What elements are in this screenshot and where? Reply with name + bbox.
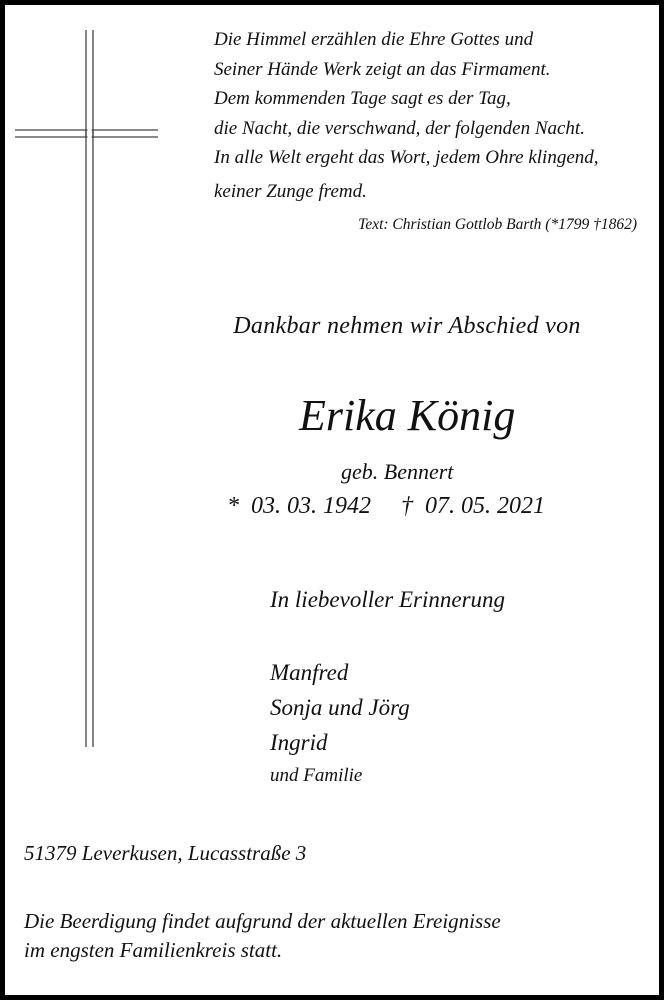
verse-line: In alle Welt ergeht das Wort, jedem Ohre klingend,: [214, 147, 599, 168]
mourner: Sonja und Jörg: [270, 695, 410, 720]
mourner: Ingrid: [270, 730, 328, 755]
bible-verse: [214, 25, 599, 206]
deceased-name: Erika König: [299, 391, 516, 440]
birth-name: geb. Bennert: [341, 459, 454, 484]
verse-line: Seiner Hände Werk zeigt an das Firmament.: [214, 58, 551, 80]
memory-line: In liebevoller Erinnerung: [270, 587, 506, 612]
mourner: Manfred: [270, 660, 349, 685]
mourner-family: und Familie: [270, 765, 363, 786]
verse-line: die Nacht, die verschwand, der folgenden Nacht.: [214, 117, 585, 139]
verse-line: Dem kommenden Tage sagt es der Tag,: [214, 88, 511, 109]
farewell-intro-text: Dankbar nehmen wir Abschied von: [233, 313, 581, 339]
life-dates: * 03. 03. 1942 † 07. 05. 2021: [227, 493, 545, 519]
funeral-note-line: Die Beerdigung findet aufgrund der aktuellen Ereignisse: [24, 909, 501, 933]
verse-line: keiner Zunge fremd.: [214, 180, 367, 202]
funeral-note: [24, 907, 501, 965]
farewell-intro: [5, 313, 659, 340]
mourners-list: [270, 655, 410, 791]
funeral-note-line: im engsten Familienkreis statt.: [24, 938, 283, 962]
verse-line: Die Himmel erzählen die Ehre Gottes und: [214, 29, 534, 50]
cross-icon: [5, 5, 205, 765]
verse-source: Text: Christian Gottlob Barth (*1799 †1862): [358, 216, 637, 233]
address: 51379 Leverkusen, Lucasstraße 3: [24, 841, 307, 865]
obituary-notice: [5, 5, 659, 995]
